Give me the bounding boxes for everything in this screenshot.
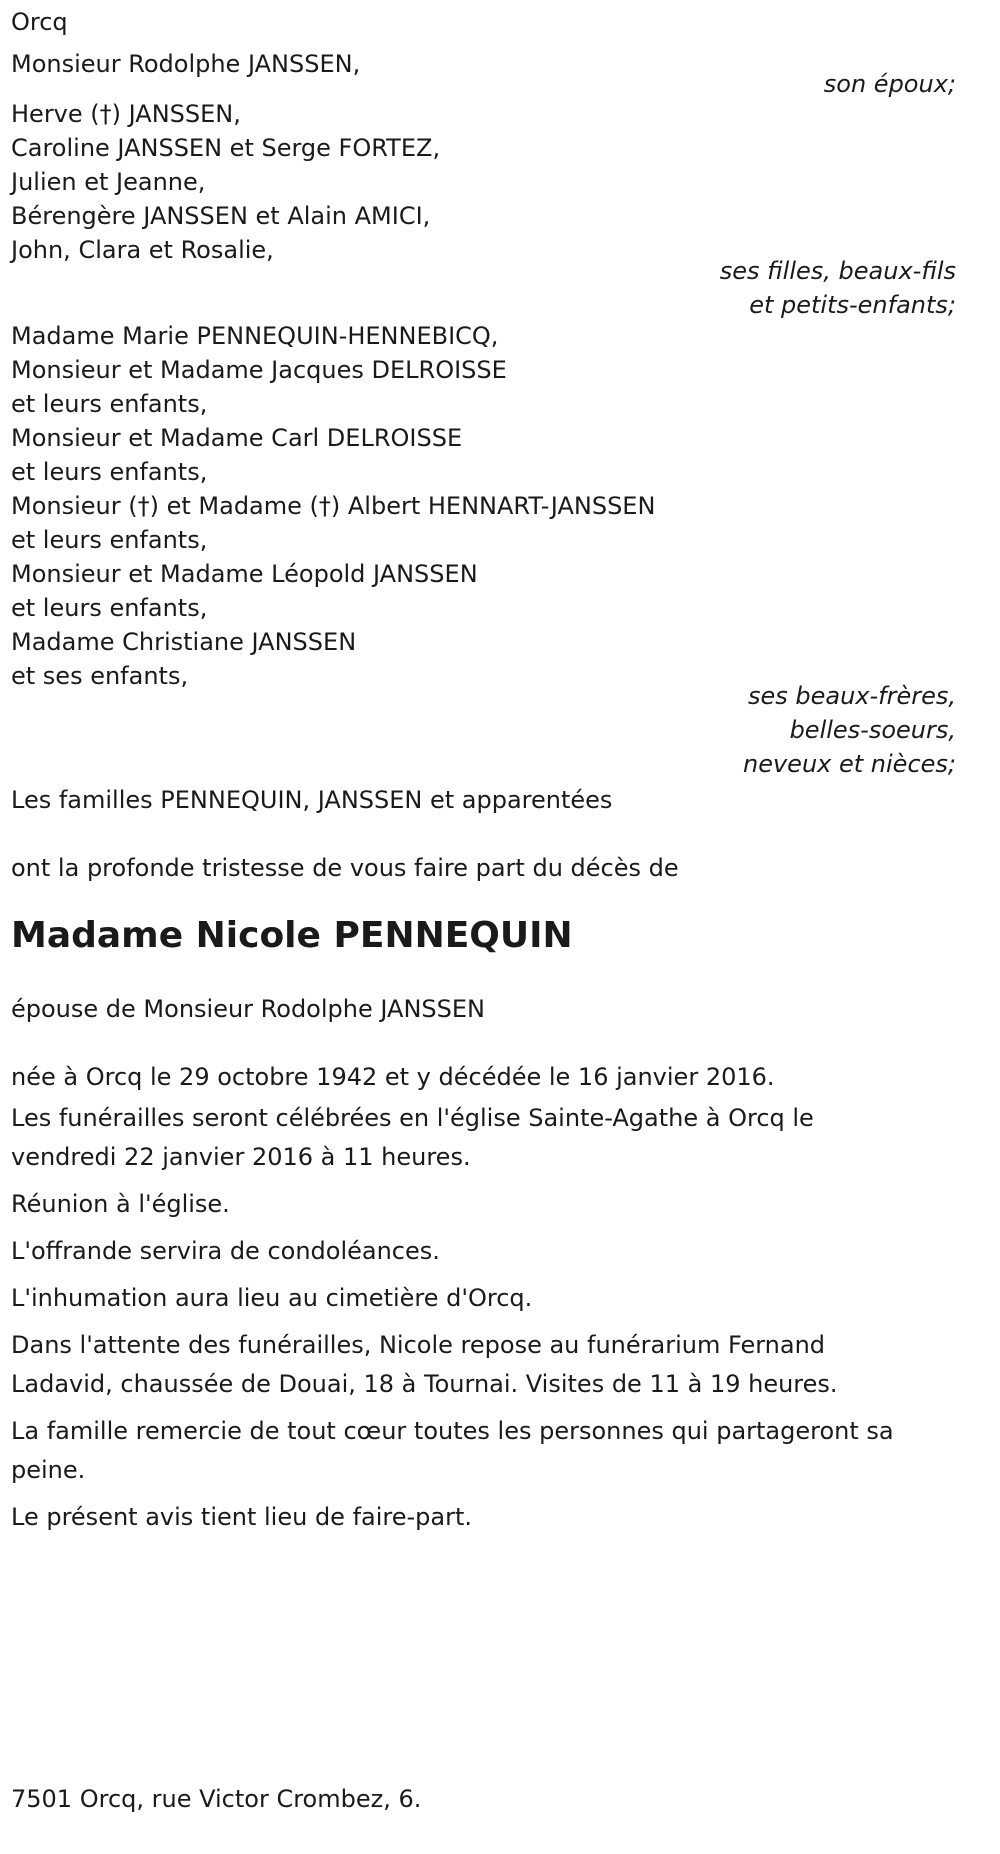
siblings-role-line: ses beaux-frères,	[747, 682, 956, 710]
funeral-details: Les funérailles seront célébrées en l'église Sainte-Agathe à Orcq le vendredi 22 janvier 2016 à 11 heures.	[11, 1104, 814, 1171]
sibling-line: et leurs enfants,	[11, 594, 208, 622]
children-role	[720, 254, 956, 322]
sibling-line: et ses enfants,	[11, 662, 189, 690]
details-block	[11, 1099, 971, 1537]
birth-death-line: née à Orcq le 29 octobre 1942 et y décédée le 16 janvier 2016.	[11, 1063, 775, 1091]
address-line: 7501 Orcq, rue Victor Crombez, 6.	[11, 1785, 422, 1813]
sibling-line: et leurs enfants,	[11, 390, 208, 418]
place-header: Orcq	[11, 8, 68, 36]
spouse-name: Monsieur Rodolphe JANSSEN,	[11, 50, 361, 78]
sibling-line: et leurs enfants,	[11, 526, 208, 554]
children-role-line: ses filles, beaux-fils	[719, 257, 956, 285]
meeting-details: Réunion à l'église.	[11, 1190, 230, 1218]
sibling-line: Madame Christiane JANSSEN	[11, 628, 357, 656]
siblings-role-line: belles-soeurs,	[789, 716, 956, 744]
spouse-role: son époux;	[823, 70, 956, 98]
deceased-name: Madame Nicole PENNEQUIN	[11, 915, 573, 956]
announcement-line: ont la profonde tristesse de vous faire part du décès de	[11, 854, 679, 882]
families-line: Les familles PENNEQUIN, JANSSEN et apparentées	[11, 786, 613, 814]
children-role-line: et petits-enfants;	[749, 291, 956, 319]
deceased-spouse-of: épouse de Monsieur Rodolphe JANSSEN	[11, 995, 485, 1023]
child-line: Julien et Jeanne,	[11, 168, 206, 196]
child-line: Bérengère JANSSEN et Alain AMICI,	[11, 202, 431, 230]
funerarium-details: Dans l'attente des funérailles, Nicole repose au funérarium Fernand Ladavid, chaussée de Douai, 18 à Tournai. Visites de 11 à 19 heures.	[11, 1331, 838, 1398]
notice-details: Le présent avis tient lieu de faire-part.	[11, 1503, 473, 1531]
siblings-role	[743, 679, 956, 781]
offering-details: L'offrande servira de condoléances.	[11, 1237, 440, 1265]
children-list	[11, 97, 440, 267]
siblings-list	[11, 319, 655, 693]
thanks-details: La famille remercie de tout cœur toutes les personnes qui partageront sa peine.	[11, 1417, 894, 1484]
burial-details: L'inhumation aura lieu au cimetière d'Orcq.	[11, 1284, 533, 1312]
sibling-line: Monsieur et Madame Léopold JANSSEN	[11, 560, 478, 588]
siblings-role-line: neveux et nièces;	[743, 750, 956, 778]
sibling-line: Monsieur et Madame Carl DELROISSE	[11, 424, 463, 452]
sibling-line: Madame Marie PENNEQUIN-HENNEBICQ,	[11, 322, 499, 350]
child-line: Caroline JANSSEN et Serge FORTEZ,	[11, 134, 441, 162]
sibling-line: Monsieur et Madame Jacques DELROISSE	[11, 356, 507, 384]
sibling-line: et leurs enfants,	[11, 458, 208, 486]
child-line: John, Clara et Rosalie,	[11, 236, 274, 264]
child-line: Herve (†) JANSSEN,	[11, 100, 241, 128]
sibling-line: Monsieur (†) et Madame (†) Albert HENNART-JANSSEN	[11, 492, 656, 520]
